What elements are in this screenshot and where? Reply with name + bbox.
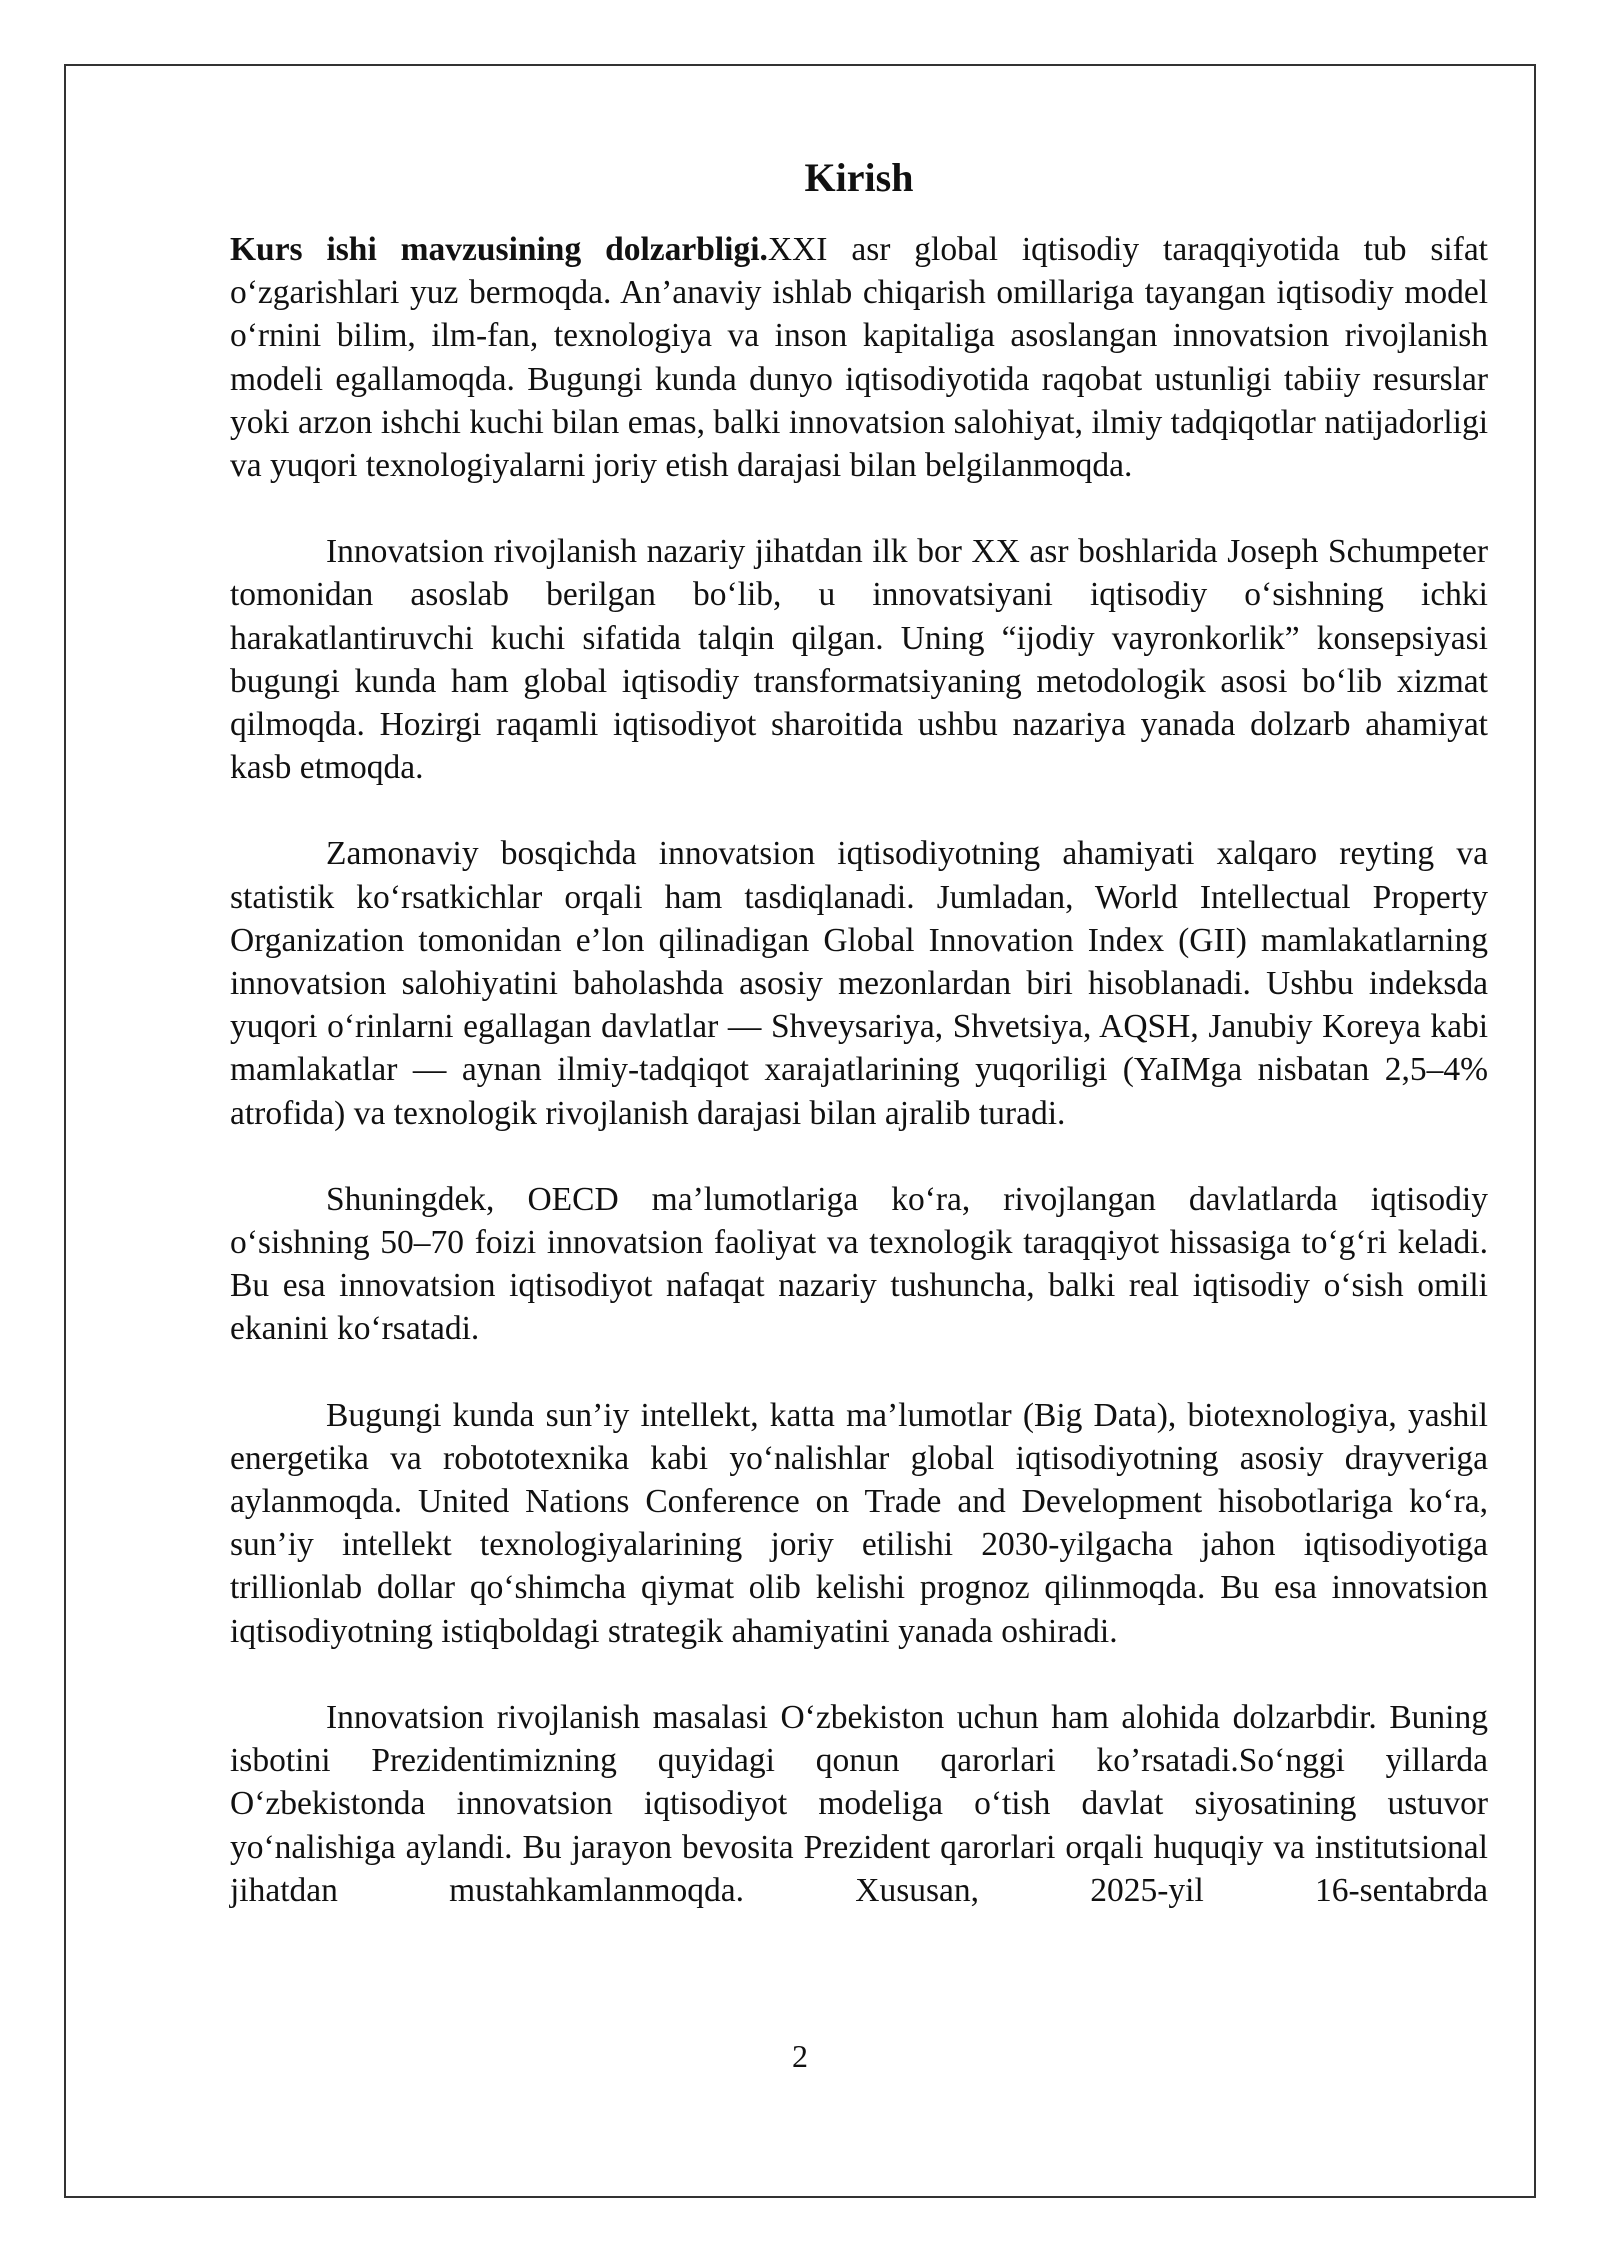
body-paragraph: Innovatsion rivojlanish masalasi O‘zbekiston uchun ham alohida dolzarbdir. Buning isbotini Prezidentimizning quyidagi qonun qarorlari ko’rsatadi.So‘nggi yillarda O‘zbekistonda innovatsion iqtisodiyot modeliga o‘tish davlat siyosatining ustuvor yo‘nalishiga aylandi. Bu jarayon bevosita Prezident qarorlari orqali huquqiy va institutsional jihatdan mustahkamlanmoqda. Xususan, 2025-yil 16-sentabrda — [230, 1698, 1488, 1909]
body-paragraph: Innovatsion rivojlanish nazariy jihatdan ilk bor XX asr boshlarida Joseph Schumpeter tomonidan asoslab berilgan bo‘lib, u innovatsiyani iqtisodiy o‘sishning ichki harakatlantiruvchi kuchi sifatida talqin qilgan. Uning “ijodiy vayronkorlik” konsepsiyasi bugungi kunda ham global iqtisodiy transformatsiyaning metodologik asosi bo‘lib xizmat qilmoqda. Hozirgi raqamli iqtisodiyot sharoitida ushbu nazariya yanada dolzarb ahamiyat kasb etmoqda. — [230, 533, 1488, 787]
document-body — [230, 148, 1488, 1912]
page-number: 2 — [792, 2038, 808, 2074]
body-paragraph: Shuningdek, OECD ma’lumotlariga ko‘ra, rivojlangan davlatlarda iqtisodiy o‘sishning 50–70 foizi innovatsion faoliyat va texnologik taraqqiyot hissasiga to‘g‘ri keladi. Bu esa innovatsion iqtisodiyot nafaqat nazariy tushuncha, balki real iqtisodiy o‘sish omili ekanini ko‘rsatadi. — [230, 1180, 1488, 1348]
intro-paragraph — [230, 228, 1488, 487]
body-paragraph: Zamonaviy bosqichda innovatsion iqtisodiyotning ahamiyati xalqaro reyting va statistik ko‘rsatkichlar orqali ham tasdiqlanadi. Jumladan, World Intellectual Property Organization tomonidan e’lon qilinadigan Global Innovation Index (GII) mamlakatlarning innovatsion salohiyatini baholashda asosiy mezonlardan biri hisoblanadi. Ushbu indeksda yuqori o‘rinlarni egallagan davlatlar — Shveysariya, Shvetsiya, AQSH, Janubiy Koreya kabi mamlakatlar — aynan ilmiy-tadqiqot xarajatlarining yuqoriligi (YaIMga nisbatan 2,5–4% atrofida) va texnologik rivojlanish darajasi bilan ajralib turadi. — [230, 835, 1488, 1132]
body-paragraph: Bugungi kunda sun’iy intellekt, katta ma’lumotlar (Big Data), biotexnologiya, yashil energetika va robototexnika kabi yo‘nalishlar global iqtisodiyotning asosiy drayveriga aylanmoqda. United Nations Conference on Trade and Development hisobotlariga ko‘ra, sun’iy intellekt texnologiyalarining joriy etilishi 2030-yilgacha jahon iqtisodiyotiga trillionlab dollar qo‘shimcha qiymat olib kelishi prognoz qilinmoqda. Bu esa innovatsion iqtisodiyotning istiqboldagi strategik ahamiyatini yanada oshiradi. — [230, 1396, 1488, 1650]
page-title: Kirish — [804, 155, 914, 200]
intro-text: XXI asr global iqtisodiy taraqqiyotida tub sifat o‘zgarishlari yuz bermoqda. An’anaviy ishlab chiqarish omillariga tayangan iqtisodiy model o‘rnini bilim, ilm-fan, texnologiya va inson kapitaliga asoslangan innovatsion rivojlanish modeli egallamoqda. Bugungi kunda dunyo iqtisodiyotida raqobat ustunligi tabiiy resurslar yoki arzon ishchi kuchi bilan emas, balki innovatsion salohiyat, ilmiy tadqiqotlar natijadorligi va yuqori texnologiyalarni joriy etish darajasi bilan belgilanmoqda. — [230, 231, 1488, 485]
intro-lead-in: Kurs ishi mavzusining dolzarbligi. — [230, 231, 768, 268]
